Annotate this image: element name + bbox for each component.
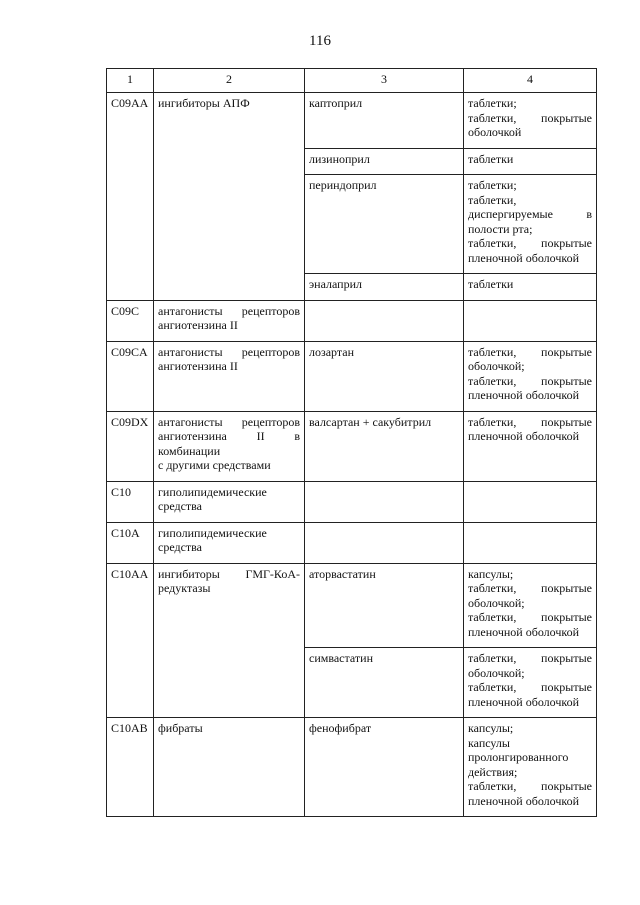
cell-line: гиполипидемические — [158, 484, 267, 499]
drug-name-cell: эналаприл — [305, 274, 464, 301]
drug-name-cell: фенофибрат — [305, 718, 464, 817]
dosage-form-cell — [464, 175, 597, 274]
group-name-cell — [154, 300, 305, 341]
cell-line: таблетки — [468, 151, 514, 166]
cell-line: пленочной оболочкой — [468, 694, 580, 709]
dosage-form-cell — [464, 718, 597, 817]
cell-line: пленочной оболочкой — [468, 793, 580, 808]
cell-line: редуктазы — [158, 581, 211, 595]
drug-name-cell: каптоприл — [305, 93, 464, 149]
cell-line: антагонисты рецепторов — [158, 344, 300, 359]
group-name-cell — [154, 563, 305, 718]
atc-code-cell: C09DX — [107, 411, 154, 481]
drug-name-cell: валсартан + сакубитрил — [305, 411, 464, 481]
table-body — [107, 69, 597, 817]
table-row — [107, 341, 597, 411]
group-name-cell — [154, 481, 305, 522]
table-row — [107, 481, 597, 522]
table-row — [107, 563, 597, 648]
group-name-cell — [154, 522, 305, 563]
group-name-cell — [154, 411, 305, 481]
cell-line: капсулы; — [468, 566, 514, 581]
cell-line: пролонгированного — [468, 750, 569, 764]
cell-line: фибраты — [158, 721, 203, 735]
atc-code-cell: C10 — [107, 481, 154, 522]
header-row — [107, 69, 597, 93]
header-cell-4: 4 — [464, 69, 597, 93]
cell-line: таблетки, покрытые — [468, 680, 592, 694]
cell-line: пленочной оболочкой — [468, 388, 580, 402]
drug-name-cell: лизиноприл — [305, 148, 464, 175]
cell-line: ингибиторы ГМГ-КоА- — [158, 566, 300, 581]
group-name-cell — [154, 341, 305, 411]
atc-code-cell: C10AB — [107, 718, 154, 817]
cell-line: оболочкой; — [468, 359, 525, 373]
cell-line: таблетки, покрытые — [468, 110, 592, 125]
cell-line: таблетки, покрытые — [468, 610, 592, 624]
cell-line: пленочной оболочкой — [468, 250, 580, 265]
cell-line: действия; — [468, 764, 518, 779]
table-row — [107, 93, 597, 149]
group-name-cell — [154, 93, 305, 301]
atc-code-cell: C09AA — [107, 93, 154, 301]
cell-line: таблетки; — [468, 96, 517, 110]
table-row — [107, 522, 597, 563]
cell-line: пленочной оболочкой — [468, 624, 580, 639]
cell-line: гиполипидемические — [158, 525, 267, 540]
cell-line: диспергируемые в — [468, 207, 592, 221]
page-number: 116 — [309, 33, 331, 49]
cell-line: капсулы — [468, 735, 510, 750]
drug-name-cell: аторвастатин — [305, 563, 464, 648]
cell-line: полости рта; — [468, 221, 533, 236]
header-cell-3: 3 — [305, 69, 464, 93]
cell-line: с другими средствами — [158, 458, 271, 472]
cell-line: таблетки, покрытые — [468, 581, 592, 595]
cell-line: таблетки, — [468, 192, 517, 207]
drug-name-cell: симвастатин — [305, 648, 464, 718]
drug-name-cell — [305, 481, 464, 522]
drug-table — [106, 68, 597, 817]
cell-line: оболочкой; — [468, 665, 525, 680]
drug-name-cell — [305, 522, 464, 563]
atc-code-cell: C09C — [107, 300, 154, 341]
cell-line: ингибиторы АПФ — [158, 96, 250, 110]
cell-line: таблетки, покрытые — [468, 236, 592, 250]
dosage-form-cell — [464, 411, 597, 481]
cell-line: антагонисты рецепторов — [158, 414, 300, 429]
cell-line: ангиотензина II в — [158, 429, 300, 443]
cell-line: таблетки, покрытые — [468, 373, 592, 388]
cell-line: оболочкой; — [468, 595, 525, 610]
dosage-form-cell — [464, 300, 597, 341]
table-row — [107, 300, 597, 341]
cell-line: ангиотензина II — [158, 318, 238, 332]
cell-line: таблетки, покрытые — [468, 414, 592, 429]
dosage-form-cell — [464, 341, 597, 411]
cell-line: средства — [158, 499, 203, 513]
cell-line: таблетки, покрытые — [468, 651, 592, 665]
atc-code-cell: C10A — [107, 522, 154, 563]
dosage-form-cell — [464, 93, 597, 149]
cell-line: оболочкой — [468, 125, 522, 139]
dosage-form-cell — [464, 148, 597, 175]
cell-line: таблетки — [468, 277, 514, 291]
header-cell-2: 2 — [154, 69, 305, 93]
atc-code-cell: C10AA — [107, 563, 154, 718]
atc-code-cell: C09CA — [107, 341, 154, 411]
cell-line: капсулы; — [468, 721, 514, 735]
drug-name-cell: периндоприл — [305, 175, 464, 274]
dosage-form-cell — [464, 563, 597, 648]
cell-line: антагонисты рецепторов — [158, 303, 300, 318]
group-name-cell — [154, 718, 305, 817]
cell-line: таблетки, покрытые — [468, 344, 592, 359]
drug-name-cell: лозартан — [305, 341, 464, 411]
drug-name-cell — [305, 300, 464, 341]
table-row — [107, 411, 597, 481]
dosage-form-cell — [464, 648, 597, 718]
cell-line: ангиотензина II — [158, 359, 238, 373]
dosage-form-cell — [464, 274, 597, 301]
cell-line: пленочной оболочкой — [468, 429, 580, 443]
header-cell-1: 1 — [107, 69, 154, 93]
dosage-form-cell — [464, 522, 597, 563]
cell-line: средства — [158, 540, 203, 554]
table-row — [107, 718, 597, 817]
dosage-form-cell — [464, 481, 597, 522]
cell-line: таблетки; — [468, 178, 517, 192]
cell-line: комбинации — [158, 443, 221, 458]
cell-line: таблетки, покрытые — [468, 779, 592, 793]
